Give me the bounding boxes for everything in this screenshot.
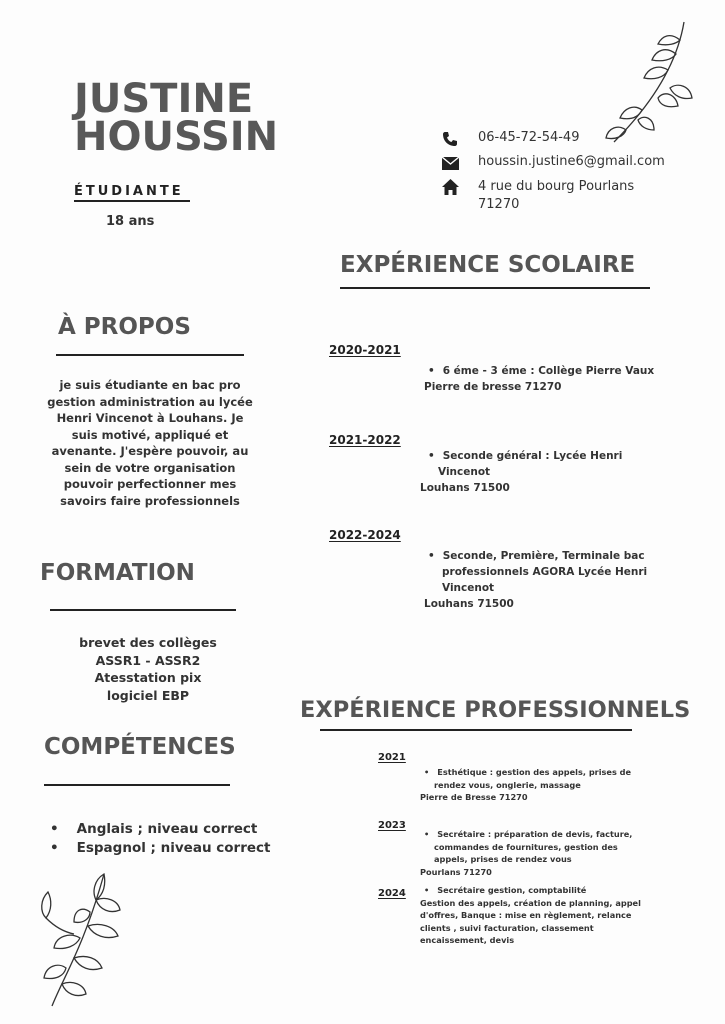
professional-entry-line: appels, prises de rendez vous: [434, 854, 572, 864]
formation-title: FORMATION: [40, 560, 195, 586]
professional-entry-line: • Secrétaire : préparation de devis, facture,: [420, 828, 710, 841]
school-year: 2022-2024: [329, 528, 401, 542]
leaf-sprig-icon: [34, 866, 138, 1010]
school-year: 2021-2022: [329, 433, 401, 447]
professional-year: 2024: [378, 888, 406, 899]
formation-item: ASSR1 - ASSR2: [95, 652, 201, 668]
professional-entry-line: Gestion des appels, création de planning, appel: [420, 897, 641, 908]
school-entry-line: • 6 éme - 3 éme : Collège Pierre Vaux: [424, 363, 714, 379]
professional-entry-line: Pourlans 71270: [420, 866, 492, 877]
professional-entry: [420, 766, 710, 804]
professional-year: 2021: [378, 752, 406, 763]
about-title: À PROPOS: [58, 314, 191, 340]
about-text: [40, 377, 260, 509]
address-line-2: 71270: [478, 197, 520, 212]
about-line: je suis étudiante en bac pro: [59, 378, 241, 392]
formation-item: Atesstation pix: [94, 670, 202, 685]
contact-address-row: [440, 178, 710, 214]
formation-item: brevet des collèges: [79, 635, 217, 650]
professional-entry-line: encaissement, devis: [420, 935, 515, 945]
contact-block: [440, 130, 710, 214]
address-line-1: 4 rue du bourg Pourlans: [478, 179, 635, 194]
full-name: [74, 76, 279, 160]
competences-title: COMPÉTENCES: [44, 734, 236, 760]
formation-list: [48, 634, 248, 704]
role-title: ÉTUDIANTE: [74, 184, 190, 202]
professional-entry-line: commandes de fournitures, gestion des: [434, 841, 618, 852]
professional-title-rule: [320, 729, 632, 731]
about-line: gestion administration au lycée: [47, 394, 253, 409]
skill-item: • Anglais ; niveau correct: [50, 820, 270, 839]
last-name: HOUSSIN: [74, 114, 279, 160]
professional-entry-line: d'offres, Banque : mise en règlement, relance: [420, 910, 632, 920]
school-entry-line: Pierre de bresse 71270: [424, 381, 562, 393]
professional-entry-line: clients , suivi facturation, classement: [420, 922, 594, 933]
formation-item: logiciel EBP: [106, 687, 190, 703]
formation-title-rule: [50, 609, 236, 611]
professional-entry: [420, 884, 710, 947]
contact-phone-row: [440, 130, 710, 148]
email-address[interactable]: houssin.justine6@gmail.com: [478, 154, 665, 169]
school-entry: [424, 548, 714, 612]
skill-item: • Espagnol ; niveau correct: [50, 839, 270, 858]
age: 18 ans: [106, 214, 155, 229]
school-entry-line: • Seconde général : Lycée Henri: [424, 448, 714, 464]
about-line: suis motivé, appliqué et: [71, 427, 229, 442]
about-line: savoirs faire professionnels: [60, 493, 240, 508]
competences-title-rule: [44, 784, 230, 786]
professional-year: 2023: [378, 820, 406, 831]
about-line: Henri Vincenot à Louhans. Je: [56, 411, 244, 425]
professional-experience-title: EXPÉRIENCE PROFESSIONNELS: [300, 697, 691, 723]
leaf-branch-icon: [598, 18, 698, 148]
school-year: 2020-2021: [329, 343, 401, 357]
professional-entry-line: • Esthétique : gestion des appels, prises de: [420, 766, 710, 779]
school-entry-line: Louhans 71500: [420, 482, 510, 494]
phone-number[interactable]: 06-45-72-54-49: [478, 130, 580, 145]
school-entry-line: Vincenot: [442, 582, 495, 594]
school-entry-line: • Seconde, Première, Terminale bac: [424, 548, 714, 564]
phone-icon: [440, 130, 460, 148]
school-entry: [424, 363, 714, 395]
school-title-rule: [340, 287, 650, 289]
school-entry-line: Vincenot: [438, 466, 491, 478]
competences-list: [50, 820, 270, 858]
first-name: JUSTINE: [74, 76, 254, 122]
professional-entry-line: • Secrétaire gestion, comptabilité: [420, 884, 710, 897]
about-line: sein de votre organisation: [64, 460, 236, 475]
house-icon: [440, 178, 460, 196]
about-line: pouvoir perfectionner mes: [63, 477, 237, 491]
about-line: avenante. J'espère pouvoir, au: [51, 444, 249, 458]
school-entry-line: Louhans 71500: [424, 598, 514, 610]
school-entry-line: professionnels AGORA Lycée Henri: [442, 566, 648, 578]
envelope-icon: [440, 154, 460, 172]
professional-entry-line: Pierre de Bresse 71270: [420, 792, 528, 802]
school-entry: [420, 448, 714, 496]
professional-entry: [420, 828, 710, 878]
professional-entry-line: rendez vous, onglerie, massage: [434, 779, 581, 790]
contact-email-row: [440, 154, 710, 172]
about-title-rule: [56, 354, 244, 356]
school-experience-title: EXPÉRIENCE SCOLAIRE: [340, 252, 636, 278]
